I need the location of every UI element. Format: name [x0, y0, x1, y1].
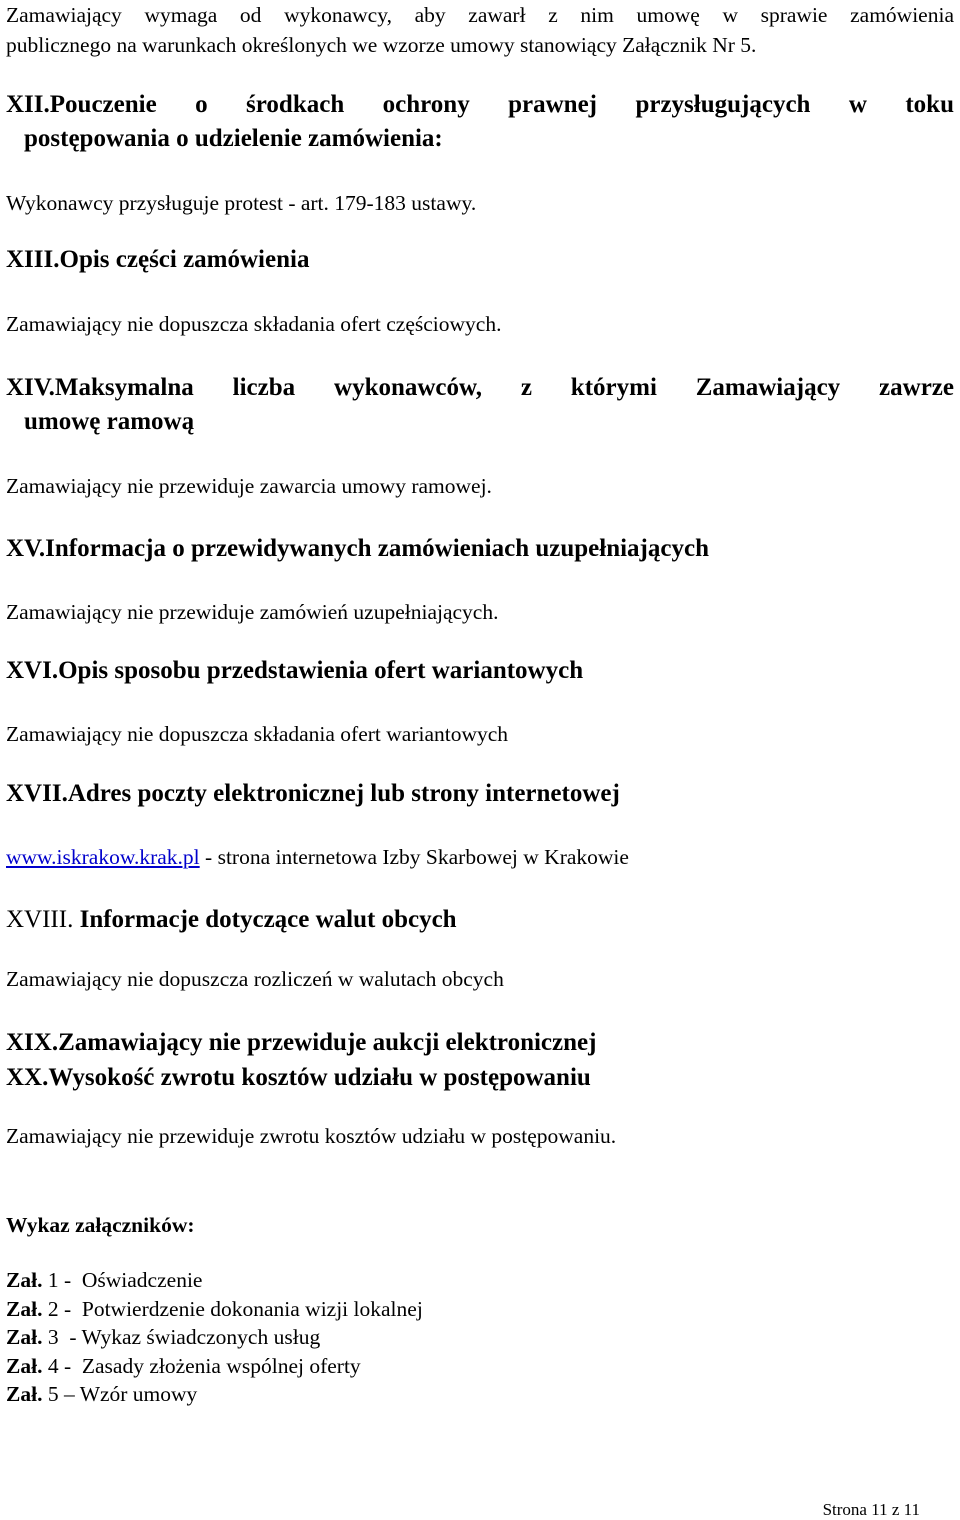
- page-number: Strona 11 z 11: [822, 1500, 920, 1519]
- attachment-item: [6, 1295, 423, 1323]
- section-xx-body: Zamawiający nie przewiduje zwrotu kosztów udziału w postępowaniu.: [6, 1124, 617, 1148]
- attachment-item: [6, 1323, 320, 1351]
- section-number: XV.: [6, 535, 46, 562]
- section-xvii-heading: [6, 777, 620, 811]
- attachment-item: [6, 1266, 202, 1294]
- attachment-number: 4 -: [42, 1354, 77, 1378]
- section-title: Opis części zamówienia: [59, 246, 310, 273]
- section-title: Maksymalna liczba wykonawców, z którymi Zamawiający zawrze: [54, 374, 954, 401]
- section-xviii-heading: [6, 903, 457, 937]
- section-xiii-heading: [6, 243, 309, 277]
- section-xv-body: Zamawiający nie przewiduje zamówień uzupełniających.: [6, 600, 499, 624]
- section-xiii-body: Zamawiający nie dopuszcza składania ofert częściowych.: [6, 312, 502, 336]
- section-number: XIII.: [6, 246, 60, 273]
- section-xiv-heading-cont: umowę ramową: [24, 408, 195, 435]
- section-number: XVII.: [6, 780, 68, 807]
- section-number: XIV.: [6, 374, 55, 401]
- section-xvii-body: [6, 844, 629, 870]
- section-title: Adres poczty elektronicznej lub strony internetowej: [67, 780, 620, 807]
- section-xiv-heading: [6, 371, 954, 405]
- section-title: Zamawiający nie przewiduje aukcji elektronicznej: [58, 1029, 597, 1056]
- attachments-heading: Wykaz załączników:: [6, 1213, 195, 1237]
- section-xix-heading: [6, 1026, 596, 1060]
- intro-line-2: publicznego na warunkach określonych we wzorze umowy stanowiący Załącznik Nr 5.: [6, 33, 757, 57]
- section-xii-heading-cont: postępowania o udzielenie zamówienia:: [24, 125, 443, 152]
- section-number: XVIII.: [6, 906, 80, 933]
- section-xii-heading: [6, 88, 954, 122]
- section-title: Pouczenie o środkach ochrony prawnej przysługujących w toku: [49, 91, 954, 118]
- website-link[interactable]: www.iskrakow.krak.pl: [6, 845, 200, 869]
- section-xvi-heading: [6, 654, 583, 688]
- section-number: XX.: [6, 1064, 49, 1091]
- attachment-item: [6, 1352, 361, 1380]
- intro-line-1: Zamawiający wymaga od wykonawcy, aby zawarł z nim umowę w sprawie zamówienia: [6, 3, 954, 27]
- section-xx-heading: [6, 1061, 591, 1095]
- attachment-number: 5: [42, 1382, 64, 1406]
- attachment-label: Zał.: [6, 1268, 43, 1292]
- section-title: Wysokość zwrotu kosztów udziału w postępowaniu: [48, 1064, 591, 1091]
- website-description: - strona internetowa Izby Skarbowej w Krakowie: [199, 845, 629, 869]
- section-title: Informacja o przewidywanych zamówieniach uzupełniających: [45, 535, 709, 562]
- attachment-text: Oświadczenie: [76, 1268, 203, 1292]
- attachment-label: Zał.: [6, 1325, 43, 1349]
- section-xvi-body: Zamawiający nie dopuszcza składania ofert wariantowych: [6, 722, 509, 746]
- attachment-text: – Wzór umowy: [63, 1382, 198, 1406]
- section-number: XII.: [6, 91, 50, 118]
- attachment-text: Zasady złożenia wspólnej oferty: [76, 1354, 361, 1378]
- attachment-text: Potwierdzenie dokonania wizji lokalnej: [76, 1297, 423, 1321]
- attachment-number: 1 -: [42, 1268, 77, 1292]
- attachment-label: Zał.: [6, 1354, 43, 1378]
- section-xii-body: Wykonawcy przysługuje protest - art. 179-183 ustawy.: [6, 191, 477, 215]
- section-title: Opis sposobu przedstawienia ofert wariantowych: [58, 657, 584, 684]
- attachment-label: Zał.: [6, 1297, 43, 1321]
- section-number: XIX.: [6, 1029, 59, 1056]
- section-xv-heading: [6, 532, 709, 566]
- attachment-number: 3: [42, 1325, 64, 1349]
- section-title: Informacje dotyczące walut obcych: [79, 906, 457, 933]
- attachment-number: 2 -: [42, 1297, 77, 1321]
- attachment-label: Zał.: [6, 1382, 43, 1406]
- attachment-text: - Wykaz świadczonych usług: [63, 1325, 321, 1349]
- attachment-item: [6, 1380, 197, 1408]
- section-xiv-body: Zamawiający nie przewiduje zawarcia umowy ramowej.: [6, 474, 492, 498]
- section-xviii-body: Zamawiający nie dopuszcza rozliczeń w walutach obcych: [6, 967, 504, 991]
- section-number: XVI.: [6, 657, 59, 684]
